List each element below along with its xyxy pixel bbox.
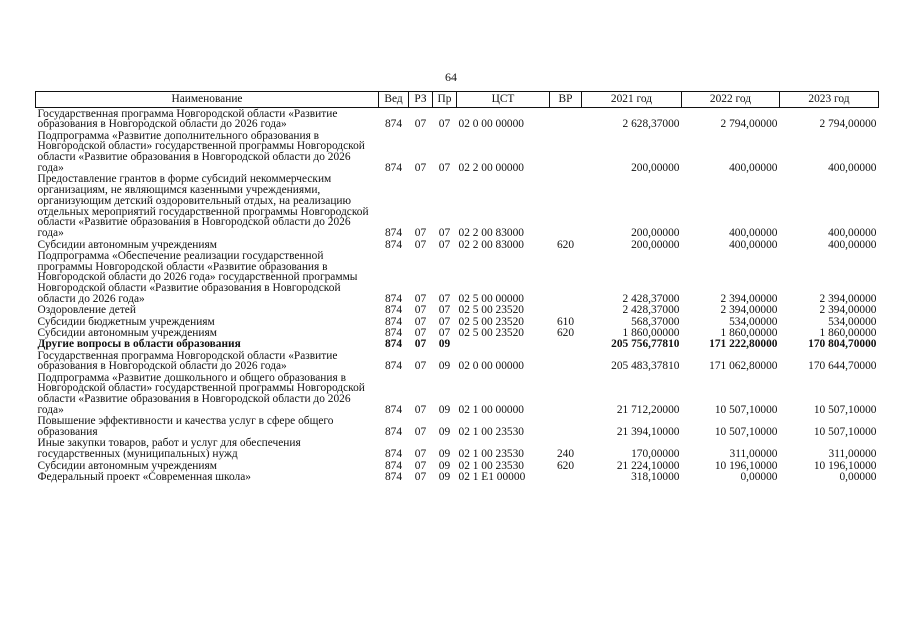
row-2021-cell: 205 756,77810 xyxy=(611,338,680,351)
row-2021-cell: 318,10000 xyxy=(631,470,680,483)
row-name-cell: Иные закупки товаров, работ и услуг для обеспечения государственных (муниципальных) нужд xyxy=(37,437,301,461)
row-rz-cell: 07 xyxy=(414,238,427,251)
row-vr-cell: 240 xyxy=(556,448,575,461)
row-vr-cell xyxy=(550,372,582,416)
row-2022-cell: 10 507,10000 xyxy=(714,426,778,439)
column-header-2022: 2022 год xyxy=(682,92,780,108)
row-2023-cell: 0,00000 xyxy=(839,470,877,483)
row-pr-cell: 07 xyxy=(438,304,451,317)
row-cst-cell: 02 5 00 23520 xyxy=(458,326,524,339)
table-row xyxy=(36,250,879,304)
row-pr-cell: 07 xyxy=(438,161,451,174)
row-rz-cell: 07 xyxy=(414,360,427,373)
row-rz-cell: 07 xyxy=(414,404,427,417)
row-ved-cell: 874 xyxy=(384,227,403,240)
row-2021-cell: 2 628,37000 xyxy=(622,118,680,131)
row-rz-cell: 07 xyxy=(414,326,427,339)
row-rz-cell: 07 xyxy=(414,426,427,439)
row-2022-cell: 10 196,10000 xyxy=(714,459,778,472)
row-ved-cell: 874 xyxy=(384,459,403,472)
row-vr-cell xyxy=(550,130,582,174)
row-rz-cell: 07 xyxy=(414,227,427,240)
row-rz-cell: 07 xyxy=(414,304,427,317)
row-2021-cell: 21 394,10000 xyxy=(616,426,680,439)
row-vr-cell: 620 xyxy=(556,326,575,339)
row-vr-cell xyxy=(550,108,582,131)
row-vr-cell xyxy=(550,416,582,438)
row-2022-cell: 400,00000 xyxy=(729,227,778,240)
row-pr-cell: 09 xyxy=(438,338,451,351)
row-vr-cell xyxy=(550,471,582,482)
row-2023-cell: 2 394,00000 xyxy=(819,304,877,317)
row-name-cell: Подпрограмма «Обеспечение реализации государственной программы Новгородской области «Развитие образования в Новгородской области до 2026 года» государственной программы Новгородской области «Развитие образования в Новгородской области до 2026 года» xyxy=(37,249,358,306)
row-2022-cell: 400,00000 xyxy=(729,161,778,174)
row-cst-cell: 02 1 00 23530 xyxy=(458,426,524,439)
row-ved-cell: 874 xyxy=(384,326,403,339)
row-pr-cell: 07 xyxy=(438,315,451,328)
table-row xyxy=(36,372,879,416)
row-rz-cell: 07 xyxy=(414,161,427,174)
table-row xyxy=(36,350,879,372)
row-2021-cell: 2 428,37000 xyxy=(622,293,680,306)
table-row xyxy=(36,305,879,316)
row-2022-cell: 171 222,80000 xyxy=(709,338,778,351)
row-2023-cell: 170 804,70000 xyxy=(808,338,877,351)
table-row xyxy=(36,339,879,350)
row-2023-cell: 1 860,00000 xyxy=(819,326,877,339)
table-row xyxy=(36,460,879,471)
row-2023-cell: 10 507,10000 xyxy=(813,426,877,439)
row-2022-cell: 2 394,00000 xyxy=(720,293,778,306)
row-cst-cell: 02 2 00 00000 xyxy=(458,161,524,174)
row-pr-cell: 09 xyxy=(438,448,451,461)
row-2023-cell: 534,00000 xyxy=(828,315,877,328)
row-ved-cell: 874 xyxy=(384,338,403,351)
row-2021-cell: 21 224,10000 xyxy=(616,459,680,472)
row-2022-cell: 10 507,10000 xyxy=(714,404,778,417)
row-vr-cell xyxy=(550,174,582,239)
column-header-rz: РЗ xyxy=(409,92,433,108)
row-pr-cell: 07 xyxy=(438,238,451,251)
row-2021-cell: 200,00000 xyxy=(631,161,680,174)
row-2021-cell: 568,37000 xyxy=(631,315,680,328)
table-row xyxy=(36,174,879,239)
row-name-cell: Федеральный проект «Современная школа» xyxy=(37,470,251,483)
row-ved-cell: 874 xyxy=(384,315,403,328)
row-ved-cell: 874 xyxy=(384,448,403,461)
row-2022-cell: 400,00000 xyxy=(729,238,778,251)
row-cst-cell: 02 5 00 23520 xyxy=(458,304,524,317)
row-2023-cell: 400,00000 xyxy=(828,227,877,240)
row-cst-cell: 02 0 00 00000 xyxy=(458,118,524,131)
row-name-cell: Предоставление грантов в форме субсидий некоммерческим организациям, не являющимся казенными учреждениями, организующим детский оздоровительный отдых, на реализацию отдельных мероприятий государственной программы Новгородской области «Развитие образования в Новгородской области до 2026 года» xyxy=(37,173,369,240)
row-vr-cell: 620 xyxy=(556,459,575,472)
row-rz-cell: 07 xyxy=(414,459,427,472)
row-ved-cell: 874 xyxy=(384,304,403,317)
table-row xyxy=(36,239,879,250)
column-header-vr: ВР xyxy=(550,92,582,108)
row-2021-cell: 21 712,20000 xyxy=(616,404,680,417)
row-2022-cell: 171 062,80000 xyxy=(709,360,778,373)
row-pr-cell: 09 xyxy=(438,426,451,439)
row-2022-cell: 2 794,00000 xyxy=(720,118,778,131)
row-name-cell: Субсидии бюджетным учреждениям xyxy=(37,315,215,328)
row-pr-cell: 07 xyxy=(438,227,451,240)
row-vr-cell xyxy=(550,350,582,372)
row-2021-cell: 2 428,37000 xyxy=(622,304,680,317)
row-cst-cell: 02 5 00 00000 xyxy=(458,293,524,306)
row-2021-cell: 1 860,00000 xyxy=(622,326,680,339)
row-vr-cell xyxy=(550,250,582,304)
table-row xyxy=(36,416,879,438)
row-cst-cell: 02 1 00 23530 xyxy=(458,459,524,472)
row-ved-cell: 874 xyxy=(384,293,403,306)
table-row xyxy=(36,327,879,338)
row-cst-cell: 02 1 00 00000 xyxy=(458,404,524,417)
row-name-cell: Подпрограмма «Развитие дошкольного и общего образования в Новгородской области» государственной программы Новгородской области «Развитие образования в Новгородской области до 2026 года» xyxy=(37,371,365,417)
row-2023-cell: 400,00000 xyxy=(828,161,877,174)
row-vr-cell: 610 xyxy=(556,315,575,328)
row-2022-cell: 1 860,00000 xyxy=(720,326,778,339)
table-body xyxy=(36,108,879,483)
row-ved-cell: 874 xyxy=(384,360,403,373)
row-rz-cell: 07 xyxy=(414,448,427,461)
row-2022-cell: 0,00000 xyxy=(740,470,778,483)
row-2021-cell: 200,00000 xyxy=(631,238,680,251)
row-rz-cell: 07 xyxy=(414,293,427,306)
row-rz-cell: 07 xyxy=(414,315,427,328)
row-cst-cell xyxy=(457,339,550,350)
column-header-pr: Пр xyxy=(433,92,457,108)
row-name-cell: Субсидии автономным учреждениям xyxy=(37,459,217,472)
row-name-cell: Другие вопросы в области образования xyxy=(37,338,241,351)
row-2023-cell: 10 196,10000 xyxy=(813,459,877,472)
row-name-cell: Повышение эффективности и качества услуг в сфере общего образования xyxy=(37,415,334,439)
row-2023-cell: 2 394,00000 xyxy=(819,293,877,306)
row-2021-cell: 205 483,37810 xyxy=(611,360,680,373)
row-pr-cell: 09 xyxy=(438,470,451,483)
budget-table xyxy=(35,91,879,483)
row-2023-cell: 10 507,10000 xyxy=(813,404,877,417)
table-row xyxy=(36,438,879,460)
column-header-name: Наименование xyxy=(36,92,379,108)
row-2023-cell: 170 644,70000 xyxy=(808,360,877,373)
table-row xyxy=(36,130,879,174)
column-header-2021: 2021 год xyxy=(582,92,682,108)
table-row xyxy=(36,471,879,482)
table-row xyxy=(36,316,879,327)
row-pr-cell: 09 xyxy=(438,404,451,417)
row-pr-cell: 07 xyxy=(438,326,451,339)
row-2022-cell: 2 394,00000 xyxy=(720,304,778,317)
row-rz-cell: 07 xyxy=(414,118,427,131)
row-cst-cell: 02 0 00 00000 xyxy=(458,360,524,373)
row-2021-cell: 170,00000 xyxy=(631,448,680,461)
row-name-cell: Оздоровление детей xyxy=(37,304,136,317)
column-header-2023: 2023 год xyxy=(780,92,879,108)
row-ved-cell: 874 xyxy=(384,161,403,174)
row-pr-cell: 09 xyxy=(438,459,451,472)
page-number: 64 xyxy=(445,70,457,84)
row-cst-cell: 02 2 00 83000 xyxy=(458,238,524,251)
row-name-cell: Государственная программа Новгородской области «Развитие образования в Новгородской области до 2026 года» xyxy=(37,349,338,373)
row-name-cell: Государственная программа Новгородской области «Развитие образования в Новгородской области до 2026 года» xyxy=(37,107,338,131)
row-2021-cell: 200,00000 xyxy=(631,227,680,240)
row-vr-cell xyxy=(550,305,582,316)
row-rz-cell: 07 xyxy=(414,338,427,351)
row-2023-cell: 2 794,00000 xyxy=(819,118,877,131)
row-cst-cell: 02 2 00 83000 xyxy=(458,227,524,240)
row-rz-cell: 07 xyxy=(414,470,427,483)
row-2022-cell: 534,00000 xyxy=(729,315,778,328)
table-row xyxy=(36,108,879,131)
row-ved-cell: 874 xyxy=(384,470,403,483)
row-2023-cell: 400,00000 xyxy=(828,238,877,251)
row-cst-cell: 02 5 00 23520 xyxy=(458,315,524,328)
table-header-row xyxy=(36,92,879,108)
row-pr-cell: 07 xyxy=(438,293,451,306)
row-pr-cell: 07 xyxy=(438,118,451,131)
row-name-cell: Подпрограмма «Развитие дополнительного образования в Новгородской области» государственной программы Новгородской области «Развитие образования в Новгородской области до 2026 года» xyxy=(37,129,365,174)
row-cst-cell: 02 1 E1 00000 xyxy=(458,470,526,483)
row-name-cell: Субсидии автономным учреждениям xyxy=(37,238,217,251)
row-2023-cell: 311,00000 xyxy=(828,448,877,461)
row-cst-cell: 02 1 00 23530 xyxy=(458,448,524,461)
row-name-cell: Субсидии автономным учреждениям xyxy=(37,326,217,339)
row-ved-cell: 874 xyxy=(384,404,403,417)
row-ved-cell: 874 xyxy=(384,426,403,439)
row-2022-cell: 311,00000 xyxy=(729,448,778,461)
row-pr-cell: 09 xyxy=(438,360,451,373)
row-ved-cell: 874 xyxy=(384,238,403,251)
row-vr-cell: 620 xyxy=(556,238,575,251)
row-ved-cell: 874 xyxy=(384,118,403,131)
column-header-ved: Вед xyxy=(379,92,409,108)
column-header-cst: ЦСТ xyxy=(457,92,550,108)
row-vr-cell xyxy=(550,339,582,350)
